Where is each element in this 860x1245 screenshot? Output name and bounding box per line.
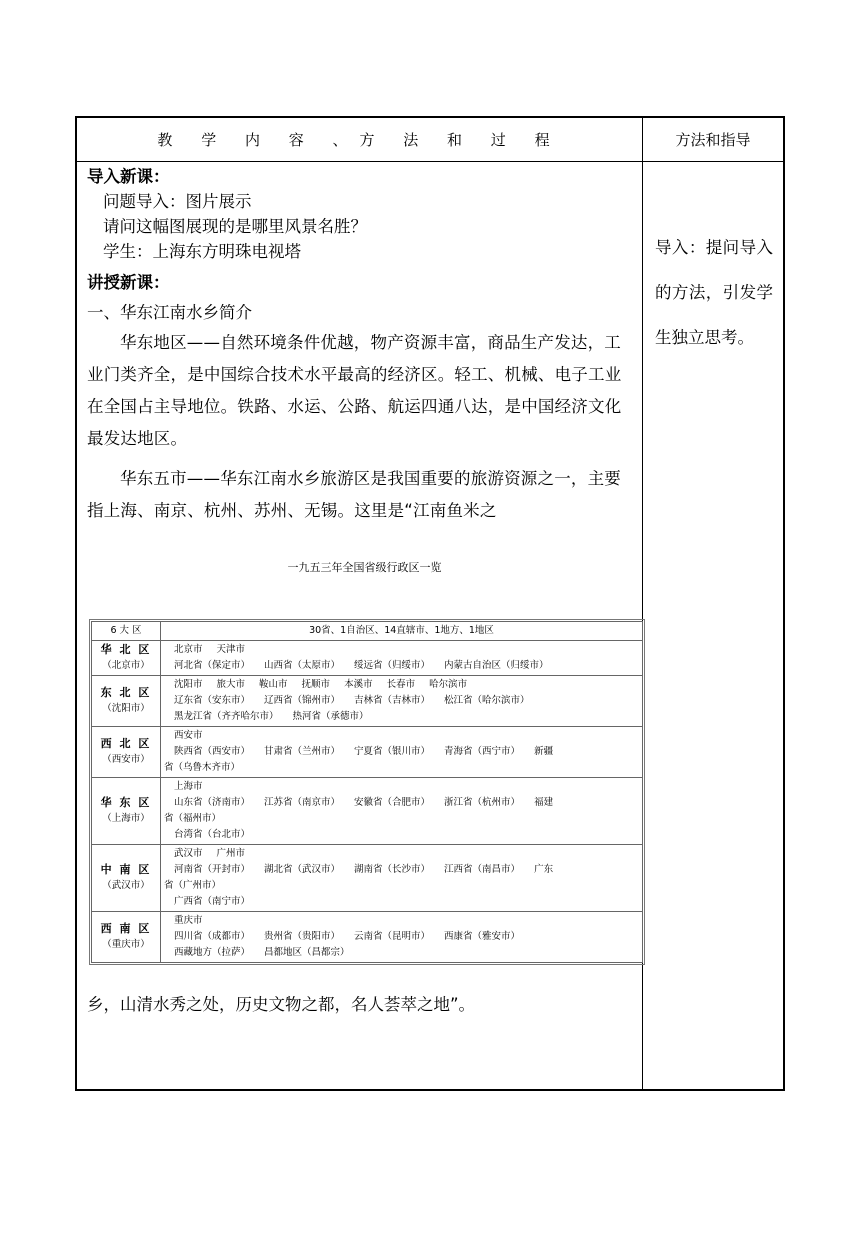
region-name: 东 北 区: [100, 686, 152, 699]
admin-unit: 甘肃省（兰州市）: [264, 746, 341, 757]
member-line: [164, 677, 639, 693]
region-name-cell: [92, 845, 161, 912]
member-line: [164, 795, 639, 811]
member-line: [164, 760, 639, 776]
table-header-row: [92, 622, 643, 641]
region-name-cell: [92, 778, 161, 845]
member-line: [164, 913, 639, 929]
admin-unit: 省（福州市）: [164, 813, 222, 824]
member-line: [164, 878, 639, 894]
admin-regions-figure: [87, 559, 642, 977]
member-line: [164, 779, 639, 795]
paragraph-five-cities: 华东五市——华东江南水乡旅游区是我国重要的旅游资源之一，主要指上海、南京、杭州、苏州、无锡。这里是“江南鱼米之: [87, 469, 621, 520]
paragraph-continuation: 乡，山清水秀之处，历史文物之都，名人荟萃之地”。: [87, 995, 476, 1014]
admin-unit: 山东省（济南市）: [174, 797, 251, 808]
member-line: [164, 709, 639, 725]
admin-unit: 贵州省（贵阳市）: [264, 931, 341, 942]
member-line: [164, 862, 639, 878]
member-line: [164, 945, 639, 961]
admin-unit: 安徽省（合肥市）: [354, 797, 431, 808]
intro-line: 学生：上海东方明珠电视塔: [103, 242, 301, 261]
admin-unit: 河北省（保定市）: [174, 660, 251, 671]
admin-unit: 长春市: [386, 679, 416, 690]
admin-unit: 四川省（成都市）: [174, 931, 251, 942]
region-capital: （西安市）: [102, 754, 150, 765]
admin-unit: 宁夏省（银川市）: [354, 746, 431, 757]
intro-line: 问题导入：图片展示: [103, 192, 252, 211]
region-name-cell: [92, 727, 161, 778]
lecture-heading: 讲授新课：: [87, 273, 170, 292]
region-capital: （北京市）: [102, 660, 150, 671]
admin-regions-table: [91, 621, 643, 963]
admin-unit: 广州市: [216, 848, 246, 859]
region-row: [92, 641, 643, 676]
member-line: [164, 846, 639, 862]
admin-unit: 重庆市: [174, 915, 203, 926]
region-capital: （重庆市）: [102, 939, 150, 950]
admin-unit: 上海市: [174, 781, 203, 792]
region-members-cell: [161, 778, 643, 845]
region-row: [92, 676, 643, 727]
admin-unit: 广西省（南宁市）: [174, 896, 251, 907]
admin-unit: 旅大市: [216, 679, 246, 690]
admin-unit: 浙江省（杭州市）: [444, 797, 521, 808]
header-cell-regions: 6 大 区: [92, 622, 161, 641]
admin-unit: 沈阳市: [174, 679, 203, 690]
region-members-cell: [161, 845, 643, 912]
region-members-cell: [161, 676, 643, 727]
admin-unit: 广东: [534, 864, 554, 875]
teaching-content: [87, 164, 637, 527]
section-title: 一、华东江南水乡简介: [87, 303, 252, 322]
lesson-plan-table: [75, 116, 785, 1091]
region-members-cell: [161, 641, 643, 676]
admin-unit: 辽西省（锦州市）: [264, 695, 341, 706]
admin-unit: 山西省（太原市）: [264, 660, 341, 671]
header-teaching-content: 教 学 内 容 、方 法 和 过 程: [157, 131, 562, 149]
region-capital: （武汉市）: [102, 880, 150, 891]
region-name: 中 南 区: [100, 863, 152, 876]
member-line: [164, 744, 639, 760]
admin-unit: 天津市: [216, 644, 246, 655]
region-capital: （沈阳市）: [102, 703, 150, 714]
admin-unit: 省（广州市）: [164, 880, 222, 891]
paragraph-east-china: 华东地区——自然环境条件优越，物产资源丰富，商品生产发达，工业门类齐全，是中国综合技术水平最高的经济区。轻工、机械、电子工业在全国占主导地位。铁路、水运、公路、航运四通八达，是中国经济文化最发达地区。: [87, 333, 622, 448]
admin-unit: 吉林省（吉林市）: [354, 695, 431, 706]
region-row: [92, 778, 643, 845]
admin-unit: 陕西省（西安市）: [174, 746, 251, 757]
admin-unit: 鞍山市: [259, 679, 288, 690]
member-line: [164, 658, 639, 674]
admin-unit: 内蒙古自治区（归绥市）: [444, 660, 549, 671]
admin-unit: 哈尔滨市: [429, 679, 468, 690]
region-row: [92, 912, 643, 963]
admin-unit: 新疆: [534, 746, 554, 757]
region-row: [92, 845, 643, 912]
region-name-cell: [92, 912, 161, 963]
admin-unit: 河南省（开封市）: [174, 864, 251, 875]
figure-caption: 一九五三年全国省级行政区一览: [287, 561, 442, 574]
admin-unit: 江苏省（南京市）: [264, 797, 341, 808]
member-line: [164, 642, 639, 658]
admin-unit: 江西省（南昌市）: [444, 864, 521, 875]
header-cell-summary: 30省、1自治区、14直辖市、1地方、1地区: [161, 622, 643, 641]
method-note: 导入：提问导入的方法，引发学生独立思考。: [655, 238, 773, 347]
admin-unit: 北京市: [174, 644, 203, 655]
member-line: [164, 811, 639, 827]
header-divider: [77, 161, 783, 162]
region-capital: （上海市）: [102, 813, 150, 824]
admin-unit: 福建: [534, 797, 554, 808]
admin-unit: 抚顺市: [301, 679, 331, 690]
region-name-cell: [92, 641, 161, 676]
admin-unit: 台湾省（台北市）: [174, 829, 251, 840]
admin-unit: 湖南省（长沙市）: [354, 864, 431, 875]
region-name: 华 北 区: [100, 643, 152, 656]
member-line: [164, 693, 639, 709]
admin-unit: 云南省（昆明市）: [354, 931, 431, 942]
admin-unit: 湖北省（武汉市）: [264, 864, 341, 875]
intro-heading: 导入新课：: [87, 167, 170, 186]
intro-line: 请问这幅图展现的是哪里风景名胜？: [103, 217, 367, 236]
member-line: [164, 728, 639, 744]
member-line: [164, 827, 639, 843]
region-name: 华 东 区: [100, 796, 152, 809]
region-name: 西 北 区: [100, 737, 152, 750]
member-line: [164, 894, 639, 910]
region-row: [92, 727, 643, 778]
admin-unit: 武汉市: [174, 848, 203, 859]
admin-unit: 黑龙江省（齐齐哈尔市）: [174, 711, 279, 722]
admin-unit: 西藏地方（拉萨）: [174, 947, 251, 958]
admin-unit: 本溪市: [344, 679, 373, 690]
admin-unit: 省（乌鲁木齐市）: [164, 762, 241, 773]
admin-unit: 热河省（承德市）: [292, 711, 369, 722]
region-name: 西 南 区: [100, 922, 152, 935]
region-members-cell: [161, 912, 643, 963]
header-method-guidance: 方法和指导: [675, 131, 751, 149]
member-line: [164, 929, 639, 945]
region-members-cell: [161, 727, 643, 778]
admin-unit: 辽东省（安东市）: [174, 695, 251, 706]
admin-unit: 西安市: [174, 730, 203, 741]
admin-unit: 青海省（西宁市）: [444, 746, 521, 757]
region-name-cell: [92, 676, 161, 727]
admin-unit: 绥远省（归绥市）: [354, 660, 431, 671]
admin-unit: 西康省（雅安市）: [444, 931, 521, 942]
admin-unit: 昌都地区（昌都宗）: [264, 947, 350, 958]
admin-unit: 松江省（哈尔滨市）: [444, 695, 530, 706]
